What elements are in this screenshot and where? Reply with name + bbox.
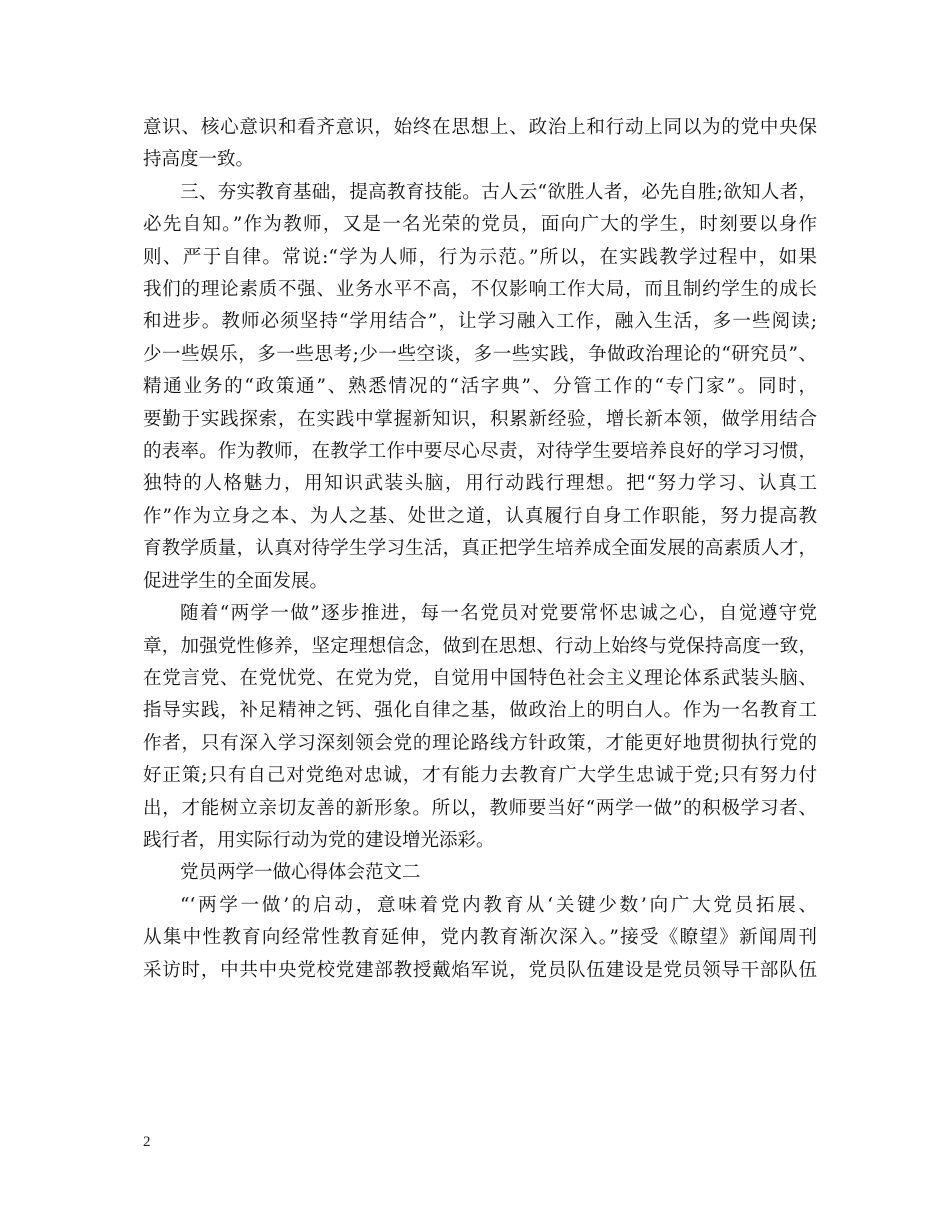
text-line: 出，才能树立亲切友善的新形象。所以，教师要当好“两学一做”的积极学习者、 [143, 797, 817, 819]
page-number: 2 [143, 1134, 151, 1150]
text-line: 章，加强党性修养，坚定理想信念，做到在思想、行动上始终与党保持高度一致， [143, 635, 817, 657]
text-line: 少一些娱乐，多一些思考;少一些空谈，多一些实践，争做政治理论的“研究员”、 [143, 343, 817, 365]
text-line: 践行者，用实际行动为党的建设增光添彩。 [143, 829, 495, 851]
text-line: “‘两学一做’的启动，意味着党内教育从‘关键少数’向广大党员拓展、 [180, 894, 817, 916]
text-line: 独特的人格魅力，用知识武装头脑，用行动践行理想。把“努力学习、认真工 [143, 473, 817, 495]
section-heading [143, 857, 817, 889]
text-line: 好正策;只有自己对党绝对忠诚，才有能力去教育广大学生忠诚于党;只有努力付 [143, 765, 817, 787]
text-line: 要勤于实践探索，在实践中掌握新知识，积累新经验，增长新本领，做学用结合 [143, 408, 817, 430]
text-line: 我们的理论素质不强、业务水平不高，不仅影响工作大局，而且制约学生的成长 [143, 279, 817, 301]
text-line: 在党言党、在党忧党、在党为党，自觉用中国特色社会主义理论体系武装头脑、 [143, 667, 817, 689]
text-line: 和进步。教师必须坚持“学用结合”，让学习融入工作，融入生活，多一些阅读; [143, 311, 817, 333]
text-line: 党员两学一做心得体会范文二 [180, 862, 421, 884]
paragraph [143, 598, 817, 857]
text-line: 持高度一致。 [143, 149, 255, 171]
text-line: 随着“两学一做”逐步推进，每一名党员对党要常怀忠诚之心，自觉遵守党 [180, 603, 817, 625]
text-line: 必先自知。”作为教师，又是一名光荣的党员，面向广大的学生，时刻要以身作 [143, 214, 817, 236]
text-line: 的表率。作为教师，在教学工作中要尽心尽责，对待学生要培养良好的学习习惯， [143, 441, 817, 463]
text-line: 采访时，中共中央党校党建部教授戴焰军说，党员队伍建设是党员领导干部队伍 [143, 959, 817, 981]
document-body [143, 112, 817, 987]
paragraph [143, 177, 817, 598]
paragraph [143, 890, 817, 987]
paragraph [143, 112, 817, 177]
text-line: 三、夯实教育基础，提高教育技能。古人云“欲胜人者，必先自胜;欲知人者， [180, 181, 817, 203]
text-line: 育教学质量，认真对待学生学习生活，真正把学生培养成全面发展的高素质人才， [143, 538, 817, 560]
text-line: 则、严于自律。常说:“学为人师，行为示范。”所以，在实践教学过程中，如果 [143, 246, 817, 268]
text-line: 意识、核心意识和看齐意识，始终在思想上、政治上和行动上同以为的党中央保 [143, 117, 817, 138]
text-line: 促进学生的全面发展。 [143, 570, 329, 592]
text-line: 从集中性教育向经常性教育延伸，党内教育渐次深入。”接受《瞭望》新闻周刊 [143, 927, 817, 949]
text-line: 作者，只有深入学习深刻领会党的理论路线方针政策，才能更好地贯彻执行党的 [143, 732, 817, 754]
text-line: 作”作为立身之本、为人之基、处世之道，认真履行自身工作职能，努力提高教 [143, 505, 817, 527]
text-line: 精通业务的“政策通”、熟悉情况的“活字典”、分管工作的“专门家”。同时， [143, 376, 817, 398]
text-line: 指导实践，补足精神之钙、强化自律之基，做政治上的明白人。作为一名教育工 [143, 700, 817, 722]
